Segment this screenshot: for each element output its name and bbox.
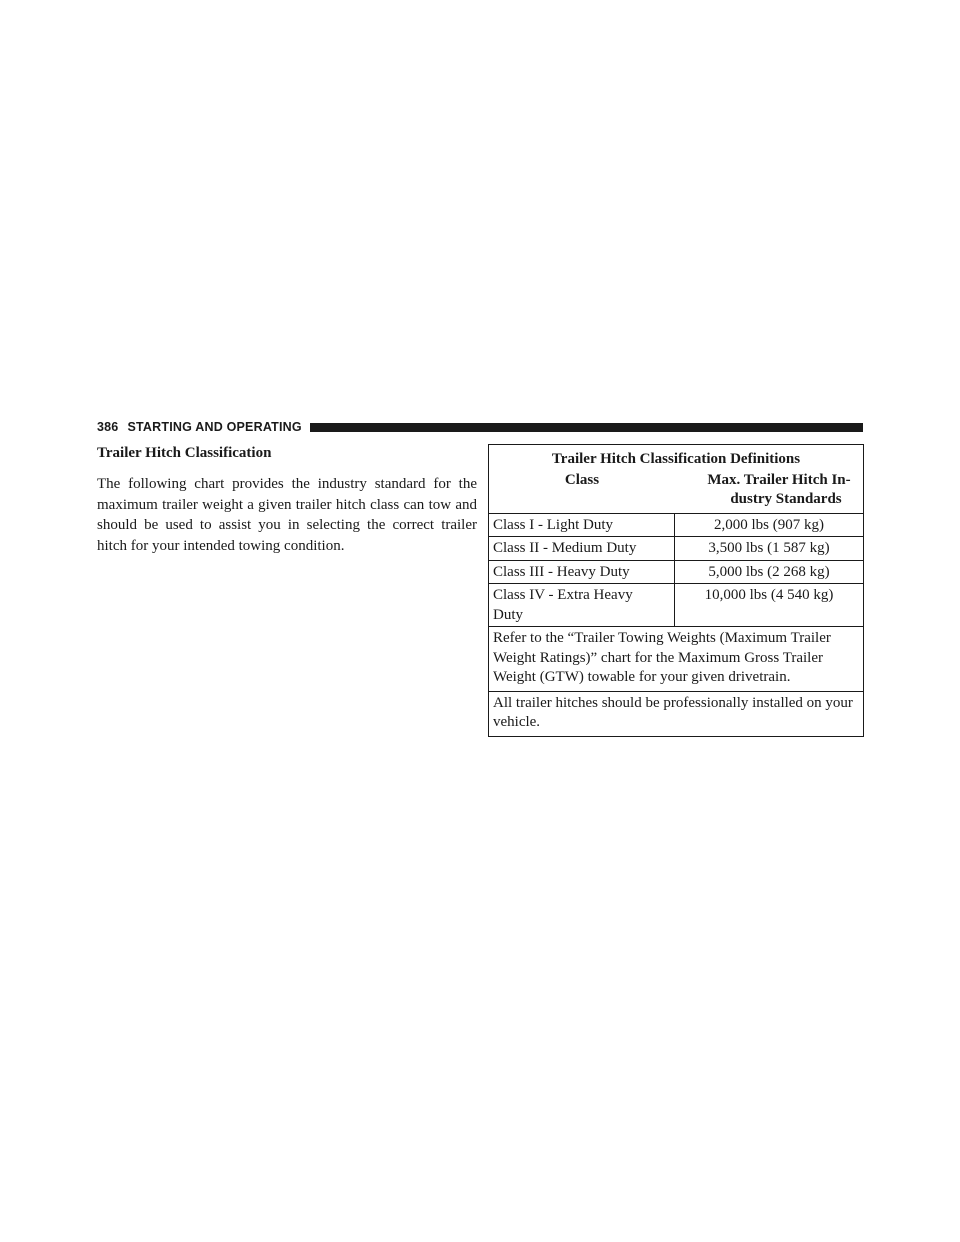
page-number: 386 [97,420,119,434]
left-column [97,443,477,556]
row-class: Class I - Light Duty [489,514,675,537]
page-header [97,419,863,435]
table-note: Refer to the “Trailer Towing Weights (Maximum Trailer Weight Ratings)” chart for the Maximum Gross Trailer Weight (GTW) towable for your given drivetrain. [489,626,863,691]
row-max: 3,500 lbs (1 587 kg) [708,540,830,556]
table-row [489,536,863,560]
table-note: All trailer hitches should be professionally installed on your vehicle. [489,691,863,736]
row-class: Class II - Medium Duty [489,537,675,560]
table-title: Trailer Hitch Classification Definitions [551,451,801,467]
table-row [489,560,863,584]
table-header-row [489,471,863,513]
intro-paragraph: The following chart provides the industry standard for the maximum trailer weight a given trailer hitch class can tow and should be used to assist you in selecting the correct trailer hitch for your intended towing condition. [97,476,477,554]
section-header-title: STARTING AND OPERATING [127,420,302,434]
header-max-line1: Max. Trailer Hitch In- [707,471,851,488]
row-max: 5,000 lbs (2 268 kg) [708,563,830,580]
table-row [489,513,863,537]
table-row [489,583,863,626]
header-rule [310,423,863,432]
row-class: Class III - Heavy Duty [489,561,675,584]
row-class-line1: Class IV - Extra Heavy [493,587,633,603]
header-max-standard [675,471,863,510]
section-title: Trailer Hitch Classification [97,445,272,461]
header-class: Class [564,471,600,488]
row-max: 10,000 lbs (4 540 kg) [704,587,834,603]
row-class [489,584,675,626]
hitch-classification-table [488,444,864,737]
header-max-line2: dustry Standards [730,491,842,507]
row-class-line2: Duty [493,606,523,623]
row-max: 2,000 lbs (907 kg) [714,516,824,533]
